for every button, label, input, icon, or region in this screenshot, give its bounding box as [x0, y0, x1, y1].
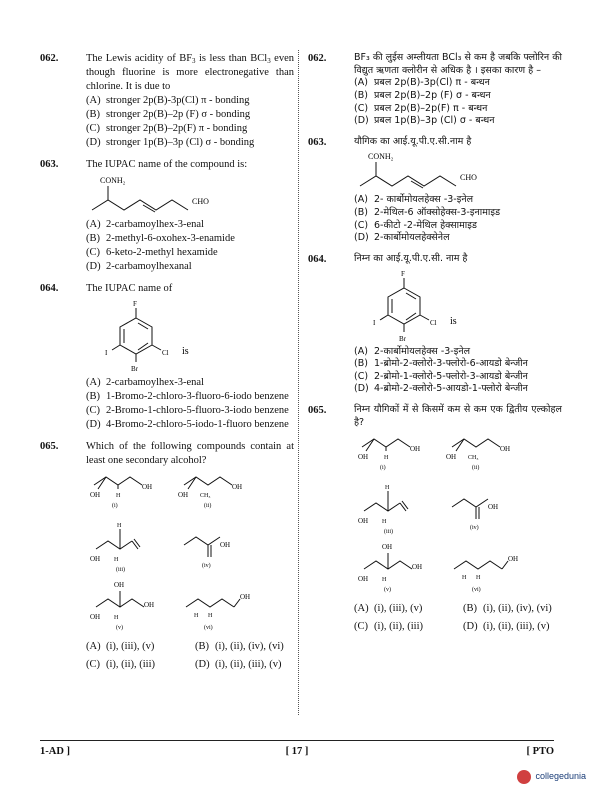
option-d: (D) (i), (ii), (iii), (v) [463, 621, 550, 633]
svg-text:H: H [385, 485, 390, 492]
english-column [40, 52, 294, 680]
pto-label: [ PTO [526, 746, 554, 757]
option-b: (B) 1-Bromo-2-chloro-3-fluoro-6-iodo benzene [86, 390, 289, 402]
option-c: (C) (i), (ii), (iii) [354, 621, 423, 633]
svg-text:OH: OH [90, 491, 101, 500]
svg-text:H: H [194, 613, 199, 620]
svg-text:H: H [114, 557, 119, 564]
booklet-code: 1-AD ] [40, 746, 71, 757]
svg-text:OH: OH [240, 593, 251, 602]
option-c: (C) (i), (ii), (iii) [86, 659, 155, 671]
svg-text:(iv): (iv) [470, 525, 479, 532]
svg-text:(v): (v) [116, 625, 123, 632]
option-a: (A) (i), (iii), (v) [86, 641, 155, 653]
svg-text:(vi): (vi) [472, 587, 481, 594]
option-b: (B) 1-ब्रोमो-2-क्लोरो-3-फ्लोरो-6-आयडो बेन्जीन [354, 358, 528, 370]
svg-text:(vi): (vi) [204, 625, 213, 632]
svg-text:OH: OH [412, 563, 423, 572]
svg-text:OH: OH [142, 483, 153, 492]
svg-text:OH: OH [232, 483, 243, 492]
svg-text:OH: OH [220, 541, 231, 550]
option-b: (B) प्रबल 2p(B)–2p (F) σ - बन्धन [354, 89, 491, 101]
option-b: (B) 2-मेथिल-6 ऑक्सोहेक्स-3-इनामाइड [354, 207, 501, 218]
halobenzene-structure [86, 296, 256, 376]
option-b: (B) stronger 2p(B)–2p (F) σ - bonding [86, 109, 251, 121]
svg-text:OH: OH [358, 517, 369, 526]
page-number: [ 17 ] [285, 746, 309, 757]
option-c: (C) 6-कीटो -2-मेथिल हेक्सामाइड [354, 219, 478, 231]
option-a: (A) stronger 2p(B)-3p(Cl) π - bonding [86, 95, 250, 107]
svg-text:F: F [401, 269, 405, 278]
svg-text:Cl: Cl [430, 318, 437, 327]
question-65-hi [308, 404, 562, 634]
svg-text:H: H [382, 519, 387, 526]
question-63-hi [308, 136, 562, 245]
svg-text:CONH₂: CONH₂ [368, 152, 394, 162]
option-d: (D) 2-कार्बोमोयलहेक्सेनेल [354, 232, 450, 244]
svg-text:(i): (i) [112, 503, 118, 510]
svg-text:Br: Br [131, 364, 138, 373]
svg-text:OH: OH [144, 601, 155, 610]
question-stem: The Lewis acidity of $BF_3$ is less than BCl$_3$ even though fluorine is more electronegative than chlorine. It is due to [86, 53, 294, 93]
question-stem: The IUPAC name of the compound is: [86, 159, 248, 171]
svg-text:F: F [133, 299, 137, 308]
question-number: 065. [40, 440, 59, 452]
option-c: (C) प्रबल 2p(B)–2p(F) π - बन्धन [354, 102, 488, 114]
question-64-hi [308, 253, 562, 396]
question-stem: निम्न का आई.यू.पी.ए.सी. नाम है [354, 252, 468, 264]
question-stem: BF₃ की लुईस अम्लीयता BCl₃ से कम है जबकि फ्लोरिन की विद्युत ऋणता क्लोरीन से अधिक है । इसका कारण है – [354, 52, 562, 76]
option-a: (A) 2- कार्बोमोयलहेक्स -3-इनेल [354, 194, 474, 206]
footer-rule [40, 740, 554, 741]
option-d: (D) 2-carbamoylhexanal [86, 260, 192, 272]
option-d: (D) (i), (ii), (iii), (v) [195, 659, 282, 671]
svg-text:is: is [182, 345, 189, 357]
question-number: 062. [308, 53, 327, 64]
alcohol-structures [354, 429, 562, 597]
site-watermark [517, 770, 586, 784]
option-a: (A) 2-कार्बोमोयलहेक्स -3-इनेल [354, 345, 471, 357]
unsaturated-amide-structure [354, 148, 524, 194]
option-d: (D) 4-ब्रोमो-2-क्लोरो-5-आयडो-1-फ्लोरो बेन्जीन [354, 383, 528, 395]
svg-text:H: H [114, 615, 119, 622]
svg-text:CHO: CHO [192, 196, 209, 206]
svg-text:OH: OH [410, 445, 421, 454]
option-b: (B) (i), (ii), (iv), (vi) [195, 641, 284, 653]
question-number: 063. [308, 136, 327, 148]
svg-text:(iii): (iii) [116, 567, 125, 574]
question-62-en [40, 52, 294, 150]
logo-icon [517, 770, 531, 784]
option-b: (B) 2-methyl-6-oxohex-3-enamide [86, 232, 235, 244]
option-c: (C) 6-keto-2-methyl hexamide [86, 246, 218, 258]
svg-text:H: H [476, 575, 481, 582]
svg-text:OH: OH [178, 491, 189, 500]
question-63-en [40, 158, 294, 274]
svg-text:CH₃: CH₃ [468, 455, 479, 462]
answer-options [86, 640, 294, 672]
answer-options [354, 602, 562, 634]
svg-text:(ii): (ii) [472, 465, 480, 472]
question-number: 065. [308, 405, 327, 416]
question-number: 064. [40, 282, 59, 294]
svg-text:Cl: Cl [162, 348, 169, 357]
svg-text:(i): (i) [380, 465, 386, 472]
watermark-text: collegedunia [535, 771, 586, 782]
svg-text:I: I [105, 348, 108, 357]
svg-text:H: H [116, 493, 121, 500]
option-c: (C) stronger 2p(B)–2p(F) π - bonding [86, 123, 248, 135]
question-stem: The IUPAC name of [86, 282, 173, 294]
svg-text:OH: OH [508, 555, 519, 564]
option-c: (C) 2-ब्रोमो-1-क्लोरो-5-फ्लोरो-3-आयडो बेन्जीन [354, 370, 528, 382]
svg-text:CH₃: CH₃ [200, 493, 211, 500]
page-footer [40, 745, 554, 761]
option-a: (A) प्रबल 2p(B)-3p(Cl) π - बन्धन [354, 77, 490, 89]
hindi-column [308, 52, 562, 642]
column-divider [298, 50, 299, 715]
option-d: (D) 4-Bromo-2-chloro-5-iodo-1-fluoro benzene [86, 418, 289, 430]
svg-text:I: I [373, 318, 376, 327]
alcohol-structures [86, 467, 294, 635]
option-a: (A) (i), (iii), (v) [354, 603, 423, 615]
svg-text:OH: OH [358, 453, 369, 462]
svg-text:(v): (v) [384, 587, 391, 594]
unsaturated-amide-structure [86, 172, 256, 218]
svg-text:OH: OH [488, 503, 499, 512]
svg-text:OH: OH [500, 445, 511, 454]
option-d: (D) stronger 1p(B)–3p (Cl) σ - bonding [86, 137, 255, 149]
svg-text:OH: OH [114, 581, 125, 590]
svg-text:H: H [382, 577, 387, 584]
halobenzene-structure [354, 266, 524, 346]
svg-text:OH: OH [90, 555, 101, 564]
question-stem: निम्न यौगिकों में से किसमें कम से कम एक द्वितीय एल्कोहल है? [354, 404, 562, 428]
svg-text:H: H [462, 575, 467, 582]
option-a: (A) 2-carbamoylhex-3-enal [86, 218, 204, 230]
svg-text:(iii): (iii) [384, 529, 393, 536]
svg-text:is: is [450, 315, 457, 327]
svg-text:OH: OH [358, 575, 369, 584]
svg-text:(iv): (iv) [202, 563, 211, 570]
option-c: (C) 2-Bromo-1-chloro-5-fluoro-3-iodo benzene [86, 404, 289, 416]
question-number: 063. [40, 159, 59, 171]
question-number: 062. [40, 53, 59, 64]
svg-text:Br: Br [399, 334, 406, 343]
question-64-en [40, 282, 294, 432]
svg-text:H: H [117, 523, 122, 530]
svg-text:OH: OH [382, 543, 393, 552]
svg-text:OH: OH [90, 613, 101, 622]
svg-text:CHO: CHO [460, 173, 477, 183]
question-stem: Which of the following compounds contain at least one secondary alcohol? [86, 440, 294, 466]
svg-text:H: H [384, 455, 389, 462]
question-62-hi [308, 52, 562, 128]
question-stem: यौगिक का आई.यू.पी.ए.सी.नाम है [354, 135, 472, 147]
question-number: 064. [308, 253, 327, 265]
option-b: (B) (i), (ii), (iv), (vi) [463, 603, 552, 615]
option-d: (D) प्रबल 1p(B)–3p (Cl) σ - बन्धन [354, 115, 495, 127]
question-65-en [40, 440, 294, 673]
svg-text:H: H [208, 613, 213, 620]
option-a: (A) 2-carbamoylhex-3-enal [86, 376, 204, 388]
svg-text:(ii): (ii) [204, 503, 212, 510]
svg-text:CONH₂: CONH₂ [100, 175, 126, 185]
svg-text:OH: OH [446, 453, 457, 462]
